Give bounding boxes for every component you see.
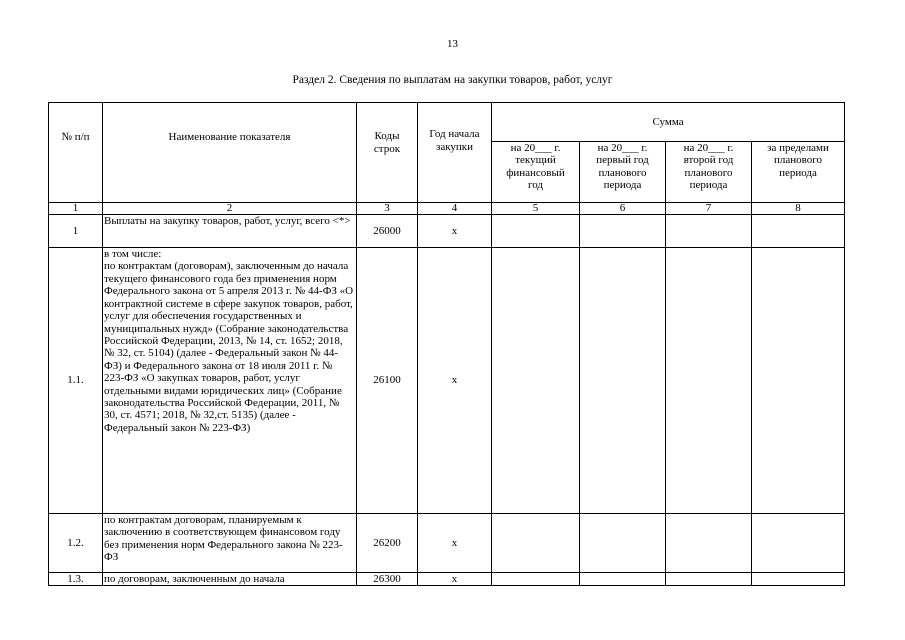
table-row bbox=[49, 573, 845, 586]
sum-cell bbox=[492, 248, 580, 514]
row-code: 26200 bbox=[357, 514, 418, 573]
row-indicator-prefix: в том числе: bbox=[104, 248, 162, 260]
row-indicator-cell bbox=[103, 248, 357, 514]
header-sum-beyond-plan: за пределами планового периода bbox=[752, 142, 845, 203]
sum-cell bbox=[580, 248, 666, 514]
row-indicator: по контрактам (договорам), заключенным до начала текущего финансового года без применения норм Федерального закона от 5 апреля 2013 г. № 44-ФЗ «О контрактной системе в сфере закупок товаров, работ, услуг для обеспечения государственных и муниципальных нужд» (Собрание законодательства Российской Федерации, 2013, № 14, ст. 1652; 2018, № 32, ст. 5104) (далее - Федеральный закон № 44-ФЗ) и Федерального закона от 18 июля 2011 г. № 223-ФЗ «О закупках товаров, работ, услуг отдельными видами юридических лиц» (Собрание законодательства Российской Федерации, 2011, № 30, ст. 4571; 2018, № 32,ст. 5135) (далее - Федеральный закон № 223-ФЗ) bbox=[104, 260, 354, 434]
sum-cell bbox=[492, 514, 580, 573]
row-num: 1 bbox=[49, 215, 103, 248]
column-number-row bbox=[49, 203, 845, 215]
row-indicator: по договорам, заключенным до начала bbox=[103, 573, 357, 586]
sum-cell bbox=[666, 248, 752, 514]
sum-cell bbox=[492, 215, 580, 248]
sum-cell bbox=[492, 573, 580, 586]
column-number: 3 bbox=[357, 203, 418, 215]
column-number: 4 bbox=[418, 203, 492, 215]
header-sum-second-plan-year: на 20___ г. второй год планового периода bbox=[666, 142, 752, 203]
row-year: x bbox=[418, 248, 492, 514]
header-sum: Сумма bbox=[492, 103, 845, 142]
sum-cell bbox=[580, 573, 666, 586]
section-title: Раздел 2. Сведения по выплатам на закупки товаров, работ, услуг bbox=[292, 74, 613, 86]
table-row bbox=[49, 248, 845, 514]
row-code: 26100 bbox=[357, 248, 418, 514]
sum-cell bbox=[580, 514, 666, 573]
column-number: 2 bbox=[103, 203, 357, 215]
row-num: 1.1. bbox=[49, 248, 103, 514]
row-code: 26300 bbox=[357, 573, 418, 586]
row-code: 26000 bbox=[357, 215, 418, 248]
row-year: x bbox=[418, 514, 492, 573]
row-indicator: по контрактам договорам, планируемым к заключению в соответствующем финансовом году без применения норм Федерального закона № 223-ФЗ bbox=[103, 514, 357, 573]
row-year: x bbox=[418, 573, 492, 586]
row-year: x bbox=[418, 215, 492, 248]
header-sum-current-year: на 20___ г. текущий финансовый год bbox=[492, 142, 580, 203]
column-number: 5 bbox=[492, 203, 580, 215]
payments-table bbox=[48, 102, 845, 586]
sum-cell bbox=[666, 215, 752, 248]
sum-cell bbox=[666, 573, 752, 586]
row-num: 1.2. bbox=[49, 514, 103, 573]
header-num: № п/п bbox=[49, 103, 103, 203]
row-indicator: Выплаты на закупку товаров, работ, услуг, всего <*> bbox=[103, 215, 357, 248]
header-year: Год начала закупки bbox=[418, 103, 492, 203]
column-number: 1 bbox=[49, 203, 103, 215]
table-row bbox=[49, 514, 845, 573]
row-num: 1.3. bbox=[49, 573, 103, 586]
column-number: 7 bbox=[666, 203, 752, 215]
header-codes: Коды строк bbox=[357, 103, 418, 203]
header-sum-first-plan-year: на 20___ г. первый год планового периода bbox=[580, 142, 666, 203]
table-row bbox=[49, 215, 845, 248]
column-number: 6 bbox=[580, 203, 666, 215]
sum-cell bbox=[752, 514, 845, 573]
page-number: 13 bbox=[447, 38, 458, 50]
header-indicator: Наименование показателя bbox=[103, 103, 357, 203]
column-number: 8 bbox=[752, 203, 845, 215]
sum-cell bbox=[752, 248, 845, 514]
sum-cell bbox=[580, 215, 666, 248]
sum-cell bbox=[752, 573, 845, 586]
sum-cell bbox=[752, 215, 845, 248]
sum-cell bbox=[666, 514, 752, 573]
